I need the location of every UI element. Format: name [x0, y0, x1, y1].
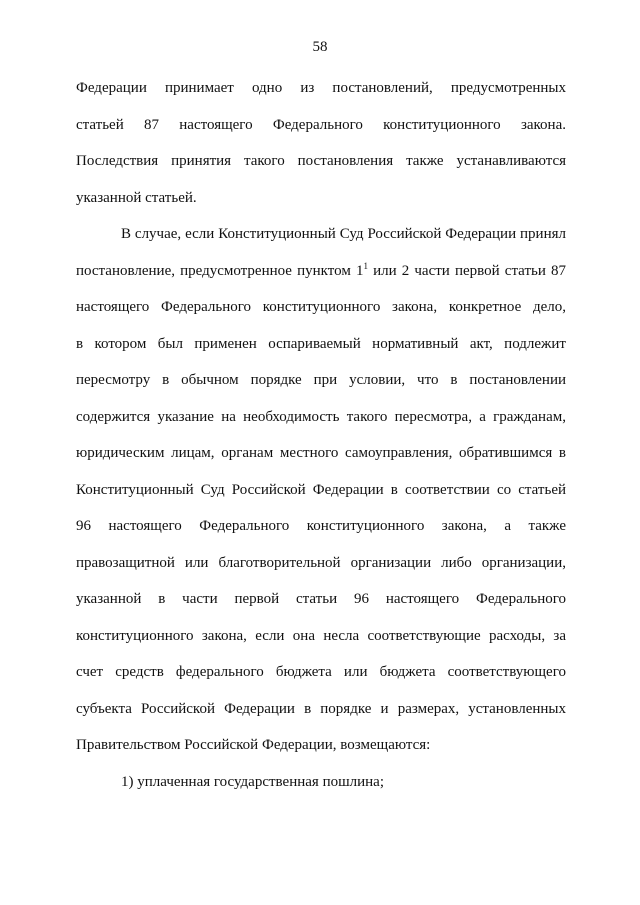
text-line: правозащитной или благотворительной организации либо организации, [76, 554, 566, 571]
text-line: Правительством Российской Федерации, возмещаются: [76, 737, 431, 753]
text-line: в котором был применен оспариваемый нормативный акт, подлежит [76, 335, 566, 352]
text-line: содержится указание на необходимость такого пересмотра, а гражданам, [76, 408, 566, 425]
document-body [76, 70, 566, 800]
text-line: конституционного закона, если она несла соответствующие расходы, за [76, 627, 566, 644]
text-line: указанной в части первой статьи 96 настоящего Федерального [76, 591, 566, 607]
superscript-number: 1 [363, 260, 368, 271]
page-number: 58 [312, 39, 328, 55]
text-line: счет средств федерального бюджета или бюджета соответствующего [76, 664, 566, 680]
text-line: пересмотру в обычном порядке при условии, что в постановлении [76, 372, 566, 388]
text-line: субъекта Российской Федерации в порядке и размерах, установленных [76, 700, 566, 717]
text-line: Федерации принимает одно из постановлений, предусмотренных [76, 80, 566, 96]
text-line-with-superscript [76, 253, 566, 290]
text-line: 96 настоящего Федерального конституционного закона, а также [76, 518, 566, 534]
text-line: настоящего Федерального конституционного закона, конкретное дело, [76, 299, 566, 315]
paragraph-2 [76, 216, 566, 764]
paragraph-3 [76, 764, 566, 801]
text-line: юридическим лицам, органам местного самоуправления, обратившимся в [76, 445, 566, 461]
paragraph-1 [76, 70, 566, 216]
text-line: указанной статьей. [76, 189, 197, 206]
text-fragment: постановление, предусмотренное пунктом 1 [76, 262, 364, 279]
text-line: Конституционный Суд Российской Федерации в соответствии со статьей [76, 481, 566, 498]
text-line: Последствия принятия такого постановления также устанавливаются [76, 153, 566, 169]
text-fragment: или 2 части первой статьи 87 [367, 262, 567, 279]
text-line: 1) уплаченная государственная пошлина; [121, 773, 385, 790]
text-line: статьей 87 настоящего Федерального конституционного закона. [76, 116, 566, 133]
text-line: В случае, если Конституционный Суд Российской Федерации принял [121, 226, 566, 242]
